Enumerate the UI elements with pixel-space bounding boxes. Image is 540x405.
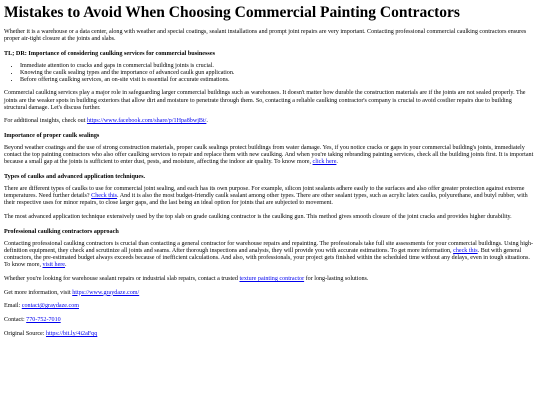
section-paragraph	[4, 186, 536, 208]
info-label: Get more information, visit	[4, 289, 73, 296]
section-text: . And it is also the most budget-friendly caulk sealant among other types. There are other sealant types, such as acrylic latex caulks, polyurethane, and butyl rubber, with their respective uses for minor repairs, to close larger gaps, and the last being an ideal option for joints that are subjected to movement.	[4, 193, 528, 207]
section-text: Beyond weather coatings and the use of strong construction materials, proper caulk sealings protect buildings from water damage. Yes, if you notice cracks or gaps in your commercial building's joints, immediately contact the top painting contractors who also offer caulking services to repair and replace them with new caulking. And when you're taking rebranding painting services, check all the building joints first. It is important because a small gap at the joints is sufficient to enter dust, pests, and moisture, affecting the indoor air quality. To know more,	[4, 145, 534, 166]
closing-text: for long-lasting solutions.	[304, 276, 369, 283]
list-item: • Knowing the caulk sealing types and the importance of advanced caulk gun application.	[20, 70, 536, 77]
section-text: Contacting professional caulking contractors is crucial than contacting a general contractor for warehouse repairs and repainting. The professionals take full site assessments for your commercial buildings. Using high-definition equipment, they check and scrutinize all joints and seams. After thorough inspections and analysis, they will provide you with accurate estimations. To get more information,	[4, 240, 534, 254]
closing-text: Whether you're looking for warehouse sealant repairs or industrial slab repairs, contact a trusted	[4, 276, 240, 283]
section-text: . But with general contractors, the pre-estimated budget always exceeds because of inefficient calculations. And also, with professionals, your project gets finished within the scheduled time without any delays, even in tough situations. To know more,	[4, 247, 530, 269]
email-link[interactable]: contact@graydaze.com	[21, 303, 79, 310]
section-paragraph	[4, 241, 536, 270]
phone-link[interactable]: 770-752-7010	[26, 317, 61, 324]
source-line	[4, 331, 536, 338]
source-label: Original Source:	[4, 330, 46, 337]
email-label: Email:	[4, 303, 22, 310]
visit-here-link[interactable]: visit here	[42, 262, 66, 269]
section-tail: .	[336, 159, 338, 166]
section-paragraph	[4, 145, 536, 167]
insights-text: For additional insights, check out	[4, 118, 87, 125]
website-link[interactable]: https://www.graydaze.com/	[72, 289, 140, 296]
section-heading-caulk-types: Types of caulks and advanced application techniques.	[4, 173, 146, 181]
click-here-link[interactable]: click here	[312, 159, 337, 166]
phone-label: Contact:	[4, 317, 27, 324]
section-paragraph: The most advanced application technique extensively used by the top slab on grade caulking contractor is the caulking gun. This method gives smooth closure of the joint cracks and provides higher durability.	[4, 214, 512, 221]
info-line	[4, 290, 536, 297]
section-text: There are different types of caulks to use for commercial joint sealing, and each has its own purpose. For example, silicon joint sealants adhere easily to the surfaces and also offer greater protection against extreme temperatures. Need further details?	[4, 186, 525, 200]
texture-painting-link[interactable]: texture painting contractor	[239, 276, 305, 283]
insights-tail: .	[206, 118, 208, 125]
email-line	[4, 303, 536, 310]
page-title: Mistakes to Avoid When Choosing Commercial Painting Contractors	[4, 4, 460, 21]
list-item: • Before offering caulking services, an on-site visit is essential for accurate estimations.	[20, 77, 536, 84]
list-item: • Immediate attention to cracks and gaps in commercial building joints is crucial.	[20, 63, 536, 70]
body-paragraph: Commercial caulking services play a major role in safeguarding larger commercial buildings such as warehouses. It doesn't matter how durable the construction materials are if the joints are not sealed properly. The joints are the weaker spots in building exteriors that allow dirt and moisture to penetrate through them. So, contacting a reliable caulking contractor's company is crucial to avoid costlier repairs due to building structural damage. Let's discuss further.	[4, 90, 526, 111]
source-link[interactable]: https://bit.ly/4i2aFqq	[45, 330, 98, 337]
intro-paragraph: Whether it is a warehouse or a data center, along with weather and special coatings, sealant installations and prompt joint repairs are very important. Contacting professional commercial caulking contractors ensures proper air-tight closure at the joints and slabs.	[4, 29, 527, 43]
phone-line	[4, 317, 536, 324]
tldr-list	[4, 63, 536, 84]
section-tail: .	[65, 262, 67, 269]
check-this-link[interactable]: check this	[453, 247, 478, 254]
closing-paragraph	[4, 276, 536, 283]
section-heading-caulk-sealings: Importance of proper caulk sealings	[4, 132, 100, 140]
check-this-link[interactable]: Check this	[91, 193, 118, 200]
section-heading-contractors-approach: Professional caulking contractors approach	[4, 227, 119, 235]
facebook-link[interactable]: https://www.facebook.com/share/p/1Hpa8bwjBt/	[86, 118, 207, 125]
tldr-heading: TL; DR: Importance of considering caulking services for commercial businesses	[4, 49, 215, 57]
insights-paragraph	[4, 118, 536, 125]
